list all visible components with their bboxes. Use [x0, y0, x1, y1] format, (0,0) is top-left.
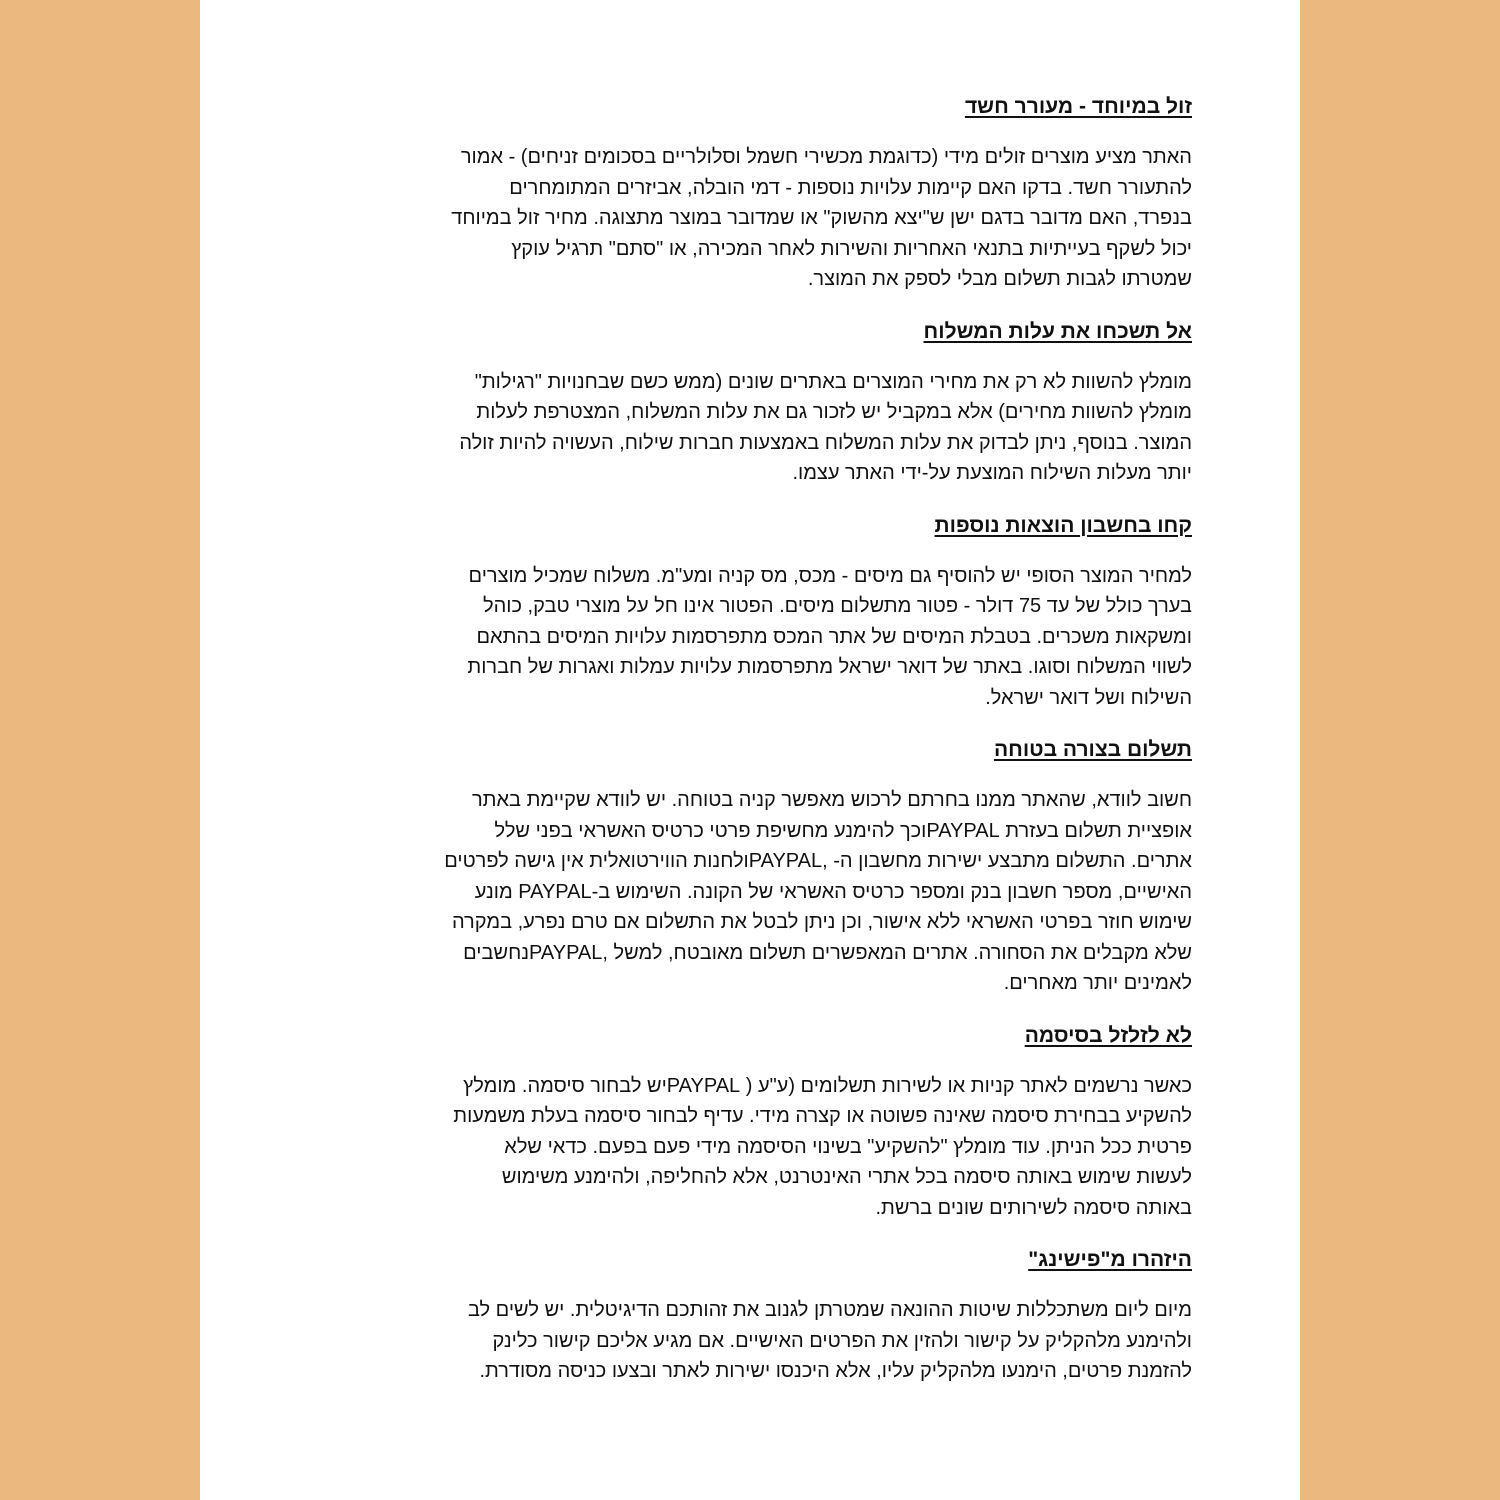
section-heading: זול במיוחד - מעורר חשד [964, 95, 1192, 118]
section-body: למחיר המוצר הסופי יש להוסיף גם מיסים - מכס, מס קניה ומע"מ. משלוח שמכיל מוצרים בערך כולל של עד 75 דולר - פטור מתשלום מיסים. הפטור אינו חל על מוצרי טבק, כוהל ומשקאות משכרים. בטבלת המיסים של אתר המכס מתפרסמות עלויות המיסים בהתאם לשווי המשלוח וסוגו. באתר של דואר ישראל מתפרסמות עלויות עמלות ואגרות של חברות השילוח ושל דואר ישראל. [467, 564, 1192, 709]
section-phishing [350, 1245, 1192, 1387]
section-shipping-cost [350, 317, 1192, 489]
section-extra-expenses [350, 511, 1192, 714]
section-heading: לא לזלזל בסיסמה [1024, 1023, 1192, 1047]
section-heading: קחו בחשבון הוצאות נוספות [934, 513, 1192, 537]
document-page [200, 0, 1300, 1500]
section-password [350, 1021, 1192, 1224]
section-body: כאשר נרשמים לאתר קניות או לשירות תשלומים (ע"ע ( PAYPALיש לבחור סיסמה. מומלץ להשקיע בבחירת סיסמה שאינה פשוטה או קצרה מידי. עדיף לבחור סיסמה בעלת משמעות פרטית ככל הניתן. עוד מומלץ "להשקיע" בשינוי הסיסמה מידי פעם בפעם. כדאי שלא לעשות שימוש באותה סיסמה בכל אתרי האינטרנט, אלא להחליפה, ולהימנע משימוש באותה סיסמה לשירותים שונים ברשת. [453, 1074, 1192, 1219]
section-body: חשוב לוודא, שהאתר ממנו בחרתם לרכוש מאפשר קניה בטוחה. יש לוודא שקיימת באתר אופציית תשלום בעזרת PAYPALוכך להימנע מחשיפת פרטי כרטיס האשראי בפני שלל אתרים. התשלום מתבצע ישירות מחשבון ה- ,PAYPALולחנות הווירטואלית אין גישה לפרטים האישיים, מספר חשבון בנק ומספר כרטיס האשראי של הקונה. השימוש ב-PAYPAL מונע שימוש חוזר בפרטי האשראי ללא אישור, וכן ניתן לבטל את התשלום אם טרם נפרע, במקרה שלא מקבלים את הסחורה. אתרים המאפשרים תשלום מאובטח, למשל ,PAYPALנחשבים לאמינים יותר מאחרים. [444, 789, 1192, 994]
section-heading: אל תשכחו את עלות המשלוח [923, 319, 1192, 343]
section-safe-payment [350, 735, 1192, 999]
section-body: מיום ליום משתכללות שיטות ההונאה שמטרתן לגנוב את זהותכם הדיגיטלית. יש לשים לב ולהימנע מלהקליק על קישור ולהזין את הפרטים האישיים. אם מגיע אליכם קישור כלינק להזמנת פרטים, הימנעו מלהקליק עליו, אלא היכנסו ישירות לאתר ובצעו כניסה מסודרת. [467, 1299, 1192, 1382]
section-body: מומלץ להשוות לא רק את מחירי המוצרים באתרים שונים (ממש כשם שבחנויות "רגילות" מומלץ להשוות מחירים) אלא במקביל יש לזכור גם את עלות המשלוח, המצטרפת לעלות המוצר. בנוסף, ניתן לבדוק את עלות המשלוח באמצעות חברות שילוח, העשויה להיות זולה יותר מעלות השילוח המוצעת על-ידי האתר עצמו. [459, 370, 1192, 484]
section-cheap-suspicious [350, 92, 1192, 295]
section-heading: היזהרו מ"פישינג" [1028, 1248, 1192, 1271]
document-content [350, 92, 1192, 1409]
section-heading: תשלום בצורה בטוחה [993, 738, 1192, 761]
section-body: האתר מציע מוצרים זולים מידי (כדוגמת מכשירי חשמל וסלולריים בסכומים זניחים) - אמור להתעורר חשד. בדקו האם קיימות עלויות נוספות - דמי הובלה, אביזרים המתומחרים בנפרד, האם מדובר בדגם ישן ש"יצא מהשוק" או שמדובר במוצר מתצוגה. מחיר זול במיוחד יכול לשקף בעייתיות בתנאי האחריות והשירות לאחר המכירה, או "סתם" תרגיל עוקץ שמטרתו לגבות תשלום מבלי לספק את המוצר. [451, 146, 1192, 290]
